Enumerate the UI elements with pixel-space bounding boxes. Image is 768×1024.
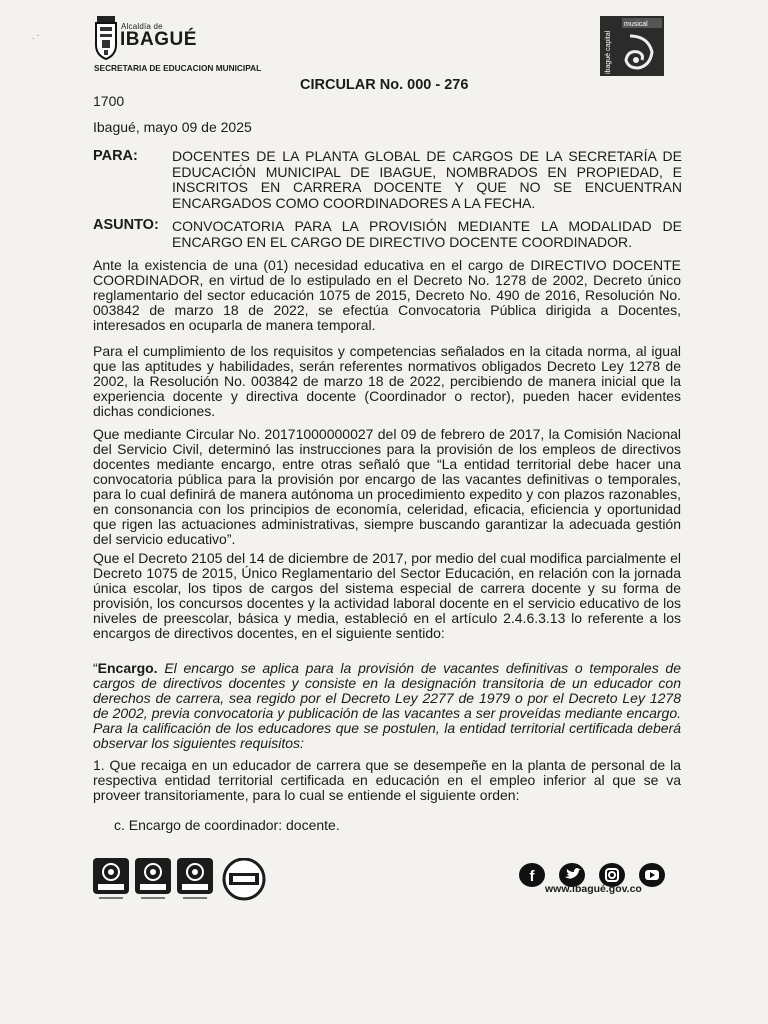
encargo-quote [93, 661, 681, 751]
paragraph-4: Que el Decreto 2105 del 14 de diciembre de 2017, por medio del cual modifica parcialmente el Decreto 1075 de 2015, Único Reglamentario del Sector Educación, en relación con la jornada única escolar, los tipos de cargos del sistema especial de carrera docente y su forma de provisión, los concursos docentes y la actividad laboral docente en el servicio educativo de los niveles de preescolar, básica y media, estableció en el artículo 2.4.6.3.13 lo referente a los encargos de directivos docentes, en el siguiente sentido: [93, 550, 681, 641]
svg-text:ibagué capital: ibagué capital [605, 30, 612, 74]
icontec-iso45001-badge [177, 858, 213, 902]
city-name: IBAGUÉ [120, 29, 197, 50]
icontec-iso14001-badge [135, 858, 171, 902]
website-link[interactable]: www.ibagué.gov.co [545, 883, 642, 895]
scan-speck: · ` [32, 34, 40, 43]
para-text: DOCENTES DE LA PLANTA GLOBAL DE CARGOS DE LA SECRETARÍA DE EDUCACIÓN MUNICIPAL DE IBAGUE, NOMBRADOS EN PROPIEDAD, E INSCRITOS EN CARRERA DOCENTE Y QUE NO SE ENCUENTRAN ENCARGADOS COMO COORDINADORES A LA FECHA. [172, 148, 682, 211]
quote-mark: “ [93, 660, 98, 676]
asunto-text: CONVOCATORIA PARA LA PROVISIÓN MEDIANTE LA MODALIDAD DE ENCARGO EN EL CARGO DE DIRECTIVO DOCENTE COORDINADOR. [172, 218, 682, 250]
paragraph-1: Ante la existencia de una (01) necesidad educativa en el cargo de DIRECTIVO DOCENTE COORDINADOR, en virtud de lo estipulado en el Decreto No. 1278 de 2002, Decreto único reglamentario del sector educación 1075 de 2015, Decreto No. 490 de 2016, Resolución No. 003842 de marzo 18 de 2022, se efectúa Convocatoria Pública dirigida a Docentes, interesados en ocuparla de manera temporal. [93, 257, 681, 333]
iqnet-badge [219, 858, 269, 902]
icontec-iso9001-badge [93, 858, 129, 902]
document-date: Ibagué, mayo 09 de 2025 [93, 119, 252, 135]
requirement-c: c. Encargo de coordinador: docente. [114, 817, 340, 833]
facebook-icon[interactable] [518, 862, 546, 888]
capital-musical-logo [600, 16, 664, 76]
paragraph-2: Para el cumplimiento de los requisitos y competencias señalados en la citada norma, al igual que las aptitudes y habilidades, serán referentes normativos obligados Decreto Ley 1278 de 2002, la Resolución No. 003842 de marzo 18 de 2022, percibiendo de manera inicial que la experiencia docente y directiva docente (Coordinador o rector), pueden hacer evidentes dichas condiciones. [93, 343, 681, 419]
quote-bold: Encargo. [97, 660, 158, 676]
alcaldia-label: Alcaldía de [121, 22, 163, 31]
youtube-icon[interactable] [638, 862, 666, 888]
requirement-1: 1. Que recaiga en un educador de carrera que se desempeñe en la planta de personal de la respectiva entidad territorial certificada en educación en el empleo inferior al que se va proveer transitoriamente, para lo cual se entiende el siguiente orden: [93, 757, 681, 803]
svg-text:musical: musical [624, 21, 648, 28]
secretaria-label: SECRETARIA DE EDUCACION MUNICIPAL [94, 63, 262, 73]
alcaldia-logo [94, 16, 262, 76]
coat-of-arms-icon [94, 16, 118, 60]
svg-text:f: f [529, 868, 535, 885]
para-label: PARA: [93, 148, 138, 164]
circular-title: CIRCULAR No. 000 - 276 [300, 77, 469, 93]
asunto-label: ASUNTO: [93, 217, 159, 233]
quote-text: El encargo se aplica para la provisión de vacantes definitivas o temporales de cargos de directivos docentes y consiste en la designación transitoria de un educador con derechos de carrera, sea regido por el Decreto Ley 2277 de 1979 o por el Decreto Ley 1278 de 2002, previa convocatoria y publicación de las vacantes a ser proveídas mediante encargo. Para la calificación de los educadores que se postulen, la entidad territorial certificada deberá observar los siguientes requisitos: [93, 660, 681, 751]
paragraph-3: Que mediante Circular No. 20171000000027 del 09 de febrero de 2017, la Comisión Nacional del Servicio Civil, determinó las instrucciones para la provisión de los empleos de directivos docentes mediante encargo, entre otras señaló que “La entidad territorial debe hacer una convocatoria pública para la provisión por encargo de las vacantes definitivas o temporales, para lo cual definirá de manera autónoma un procedimiento expedito y con plazos razonables, en consonancia con los principios de economía, celeridad, eficacia, eficiencia y oportunidad que rigen las actuaciones administrativas, siempre buscando garantizar la adecuada gestión del servicio educativo”. [93, 426, 681, 547]
office-code: 1700 [93, 93, 125, 109]
